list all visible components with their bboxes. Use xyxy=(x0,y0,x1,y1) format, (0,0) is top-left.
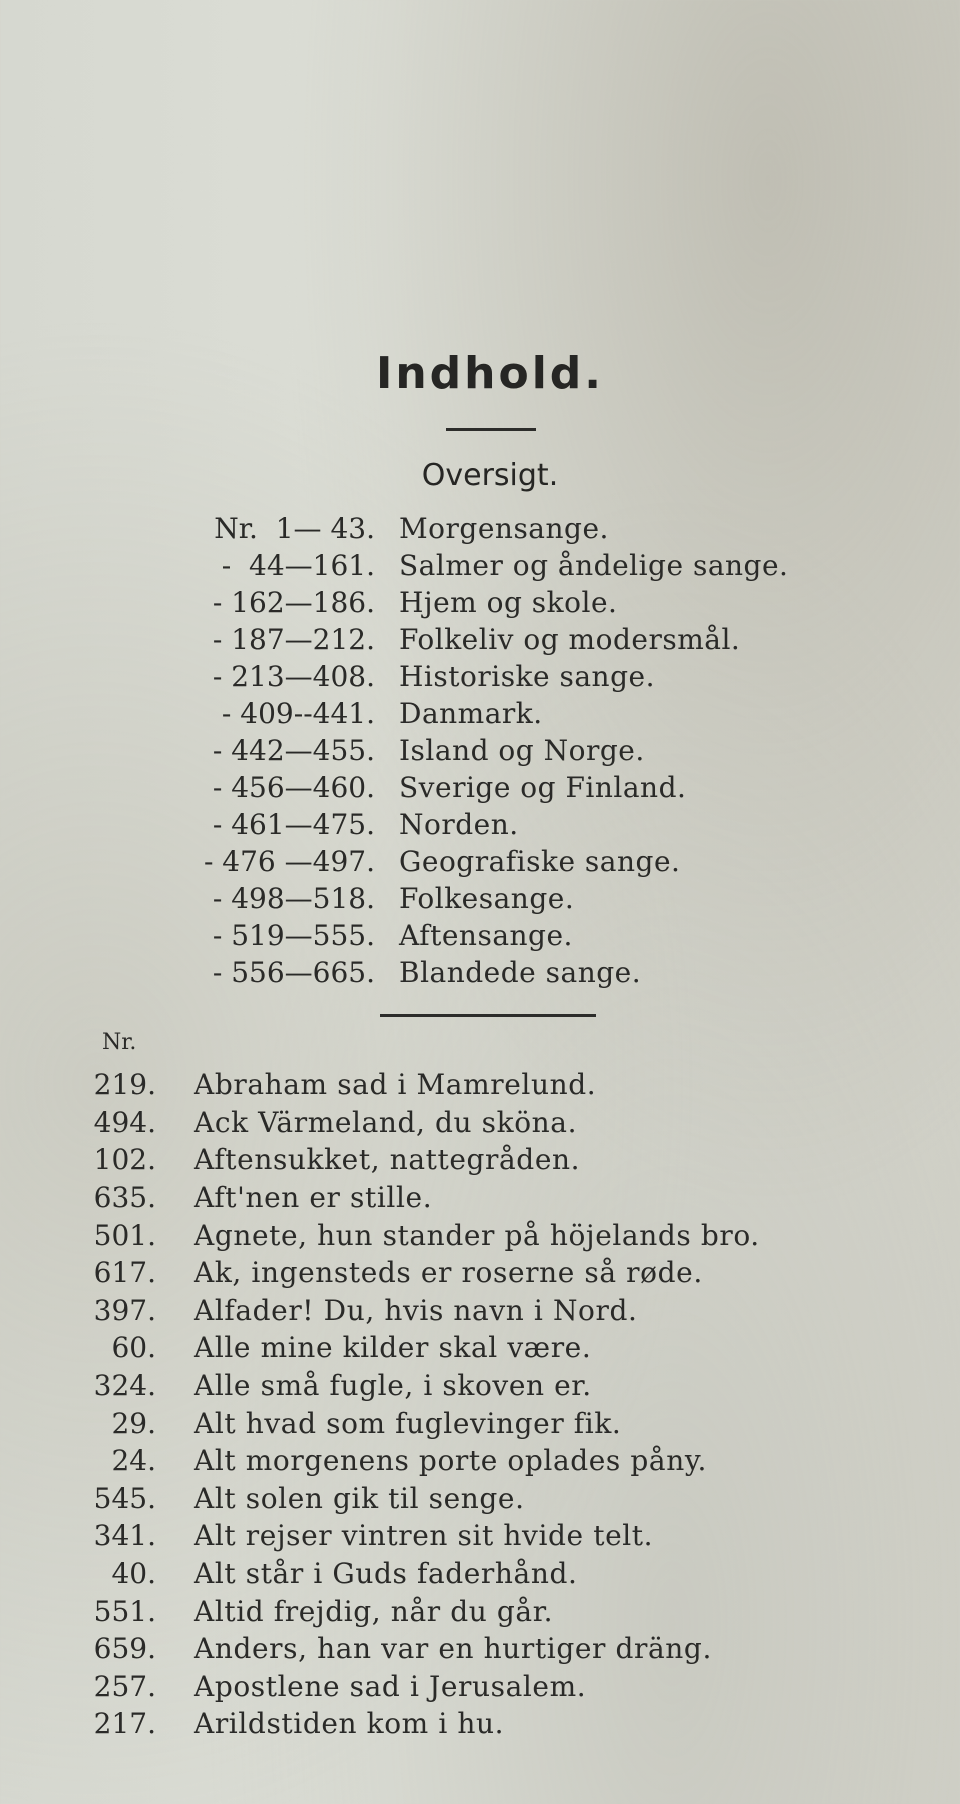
song-title: Anders, han var en hurtiger dräng. xyxy=(194,1632,712,1666)
list-item xyxy=(70,1329,890,1367)
song-number: 60. xyxy=(111,1331,156,1365)
overview-label: Folkeliv og modersmål. xyxy=(399,623,741,656)
overview-range: - 519—555. xyxy=(212,919,375,952)
overview-label: Sverige og Finland. xyxy=(399,771,687,804)
song-number: 217. xyxy=(93,1707,156,1741)
list-item xyxy=(70,1630,890,1668)
song-title: Agnete, hun stander på höjelands bro. xyxy=(194,1218,760,1252)
section-divider xyxy=(380,1014,596,1017)
song-title: Alt står i Guds faderhånd. xyxy=(194,1557,578,1591)
overview-row xyxy=(160,769,880,806)
song-index-list xyxy=(70,1066,890,1743)
overview-range: - 476 —497. xyxy=(203,845,375,878)
song-title: Alt hvad som fuglevinger fik. xyxy=(194,1406,622,1440)
song-title: Alle små fugle, i skoven er. xyxy=(194,1369,592,1403)
overview-range: - 556—665. xyxy=(212,956,375,989)
song-number: 102. xyxy=(93,1143,156,1177)
overview-row xyxy=(160,917,880,954)
song-number: 40. xyxy=(111,1557,156,1591)
song-number: 257. xyxy=(93,1669,156,1703)
overview-row xyxy=(160,732,880,769)
list-item xyxy=(70,1254,890,1292)
overview-row xyxy=(160,547,880,584)
list-item xyxy=(70,1517,890,1555)
overview-range: - 442—455. xyxy=(212,734,375,767)
page-title: Indhold. xyxy=(375,348,605,399)
song-number: 29. xyxy=(111,1406,156,1440)
overview-label: Island og Norge. xyxy=(399,734,645,767)
song-title: Aft'nen er stille. xyxy=(194,1181,433,1215)
list-item xyxy=(70,1705,890,1743)
overview-label: Morgensange. xyxy=(399,512,609,545)
list-item xyxy=(70,1292,890,1330)
song-title: Altid frejdig, når du går. xyxy=(194,1594,554,1628)
overview-row xyxy=(160,658,880,695)
song-title: Alt rejser vintren sit hvide telt. xyxy=(194,1519,654,1553)
song-title: Apostlene sad i Jerusalem. xyxy=(194,1669,587,1703)
song-title: Ak, ingensteds er roserne så røde. xyxy=(194,1256,703,1290)
overview-range: - 498—518. xyxy=(212,882,375,915)
song-title: Ack Värmeland, du sköna. xyxy=(194,1105,578,1139)
song-number: 501. xyxy=(93,1218,156,1252)
song-number: 324. xyxy=(93,1369,156,1403)
song-number: 397. xyxy=(93,1293,156,1327)
title-divider xyxy=(446,428,536,431)
overview-label: Aftensange. xyxy=(399,919,573,952)
song-number: 617. xyxy=(93,1256,156,1290)
index-column-header: Nr. xyxy=(102,1030,137,1055)
overview-row xyxy=(160,695,880,732)
overview-range: - 187—212. xyxy=(212,623,375,656)
overview-label: Geografiske sange. xyxy=(399,845,681,878)
overview-row xyxy=(160,510,880,547)
overview-range: - 456—460. xyxy=(212,771,375,804)
song-number: 494. xyxy=(93,1105,156,1139)
overview-row xyxy=(160,621,880,658)
list-item xyxy=(70,1216,890,1254)
overview-list xyxy=(160,510,880,991)
overview-row xyxy=(160,954,880,991)
overview-label: Danmark. xyxy=(399,697,543,730)
overview-heading: Oversigt. xyxy=(421,458,559,493)
song-number: 219. xyxy=(93,1068,156,1102)
song-number: 24. xyxy=(111,1444,156,1478)
overview-row xyxy=(160,584,880,621)
list-item xyxy=(70,1141,890,1179)
list-item xyxy=(70,1442,890,1480)
list-item xyxy=(70,1179,890,1217)
overview-label: Folkesange. xyxy=(399,882,575,915)
song-title: Alfader! Du, hvis navn i Nord. xyxy=(194,1293,638,1327)
list-item xyxy=(70,1066,890,1104)
overview-row xyxy=(160,880,880,917)
overview-range: - 162—186. xyxy=(212,586,375,619)
list-item xyxy=(70,1104,890,1142)
list-item xyxy=(70,1592,890,1630)
song-title: Alle mine kilder skal være. xyxy=(194,1331,592,1365)
song-title: Alt solen gik til senge. xyxy=(194,1481,525,1515)
list-item xyxy=(70,1668,890,1706)
overview-range: - 44—161. xyxy=(221,549,375,582)
song-title: Arildstiden kom i hu. xyxy=(194,1707,505,1741)
overview-label: Norden. xyxy=(399,808,519,841)
song-number: 341. xyxy=(93,1519,156,1553)
song-title: Aftensukket, nattegråden. xyxy=(194,1143,581,1177)
overview-row xyxy=(160,843,880,880)
song-number: 545. xyxy=(93,1481,156,1515)
song-title: Abraham sad i Mamrelund. xyxy=(194,1068,597,1102)
overview-label: Blandede sange. xyxy=(399,956,642,989)
list-item xyxy=(70,1367,890,1405)
song-title: Alt morgenens porte oplades påny. xyxy=(194,1444,708,1478)
overview-range: - 213—408. xyxy=(212,660,375,693)
list-item xyxy=(70,1404,890,1442)
overview-row xyxy=(160,806,880,843)
list-item xyxy=(70,1555,890,1593)
overview-range: Nr. 1— 43. xyxy=(214,512,375,545)
overview-label: Hjem og skole. xyxy=(399,586,618,619)
song-number: 551. xyxy=(93,1594,156,1628)
song-number: 659. xyxy=(93,1632,156,1666)
overview-range: - 461—475. xyxy=(212,808,375,841)
overview-label: Historiske sange. xyxy=(399,660,655,693)
overview-label: Salmer og åndelige sange. xyxy=(399,549,789,582)
overview-range: - 409--441. xyxy=(221,697,375,730)
song-number: 635. xyxy=(93,1181,156,1215)
list-item xyxy=(70,1480,890,1518)
